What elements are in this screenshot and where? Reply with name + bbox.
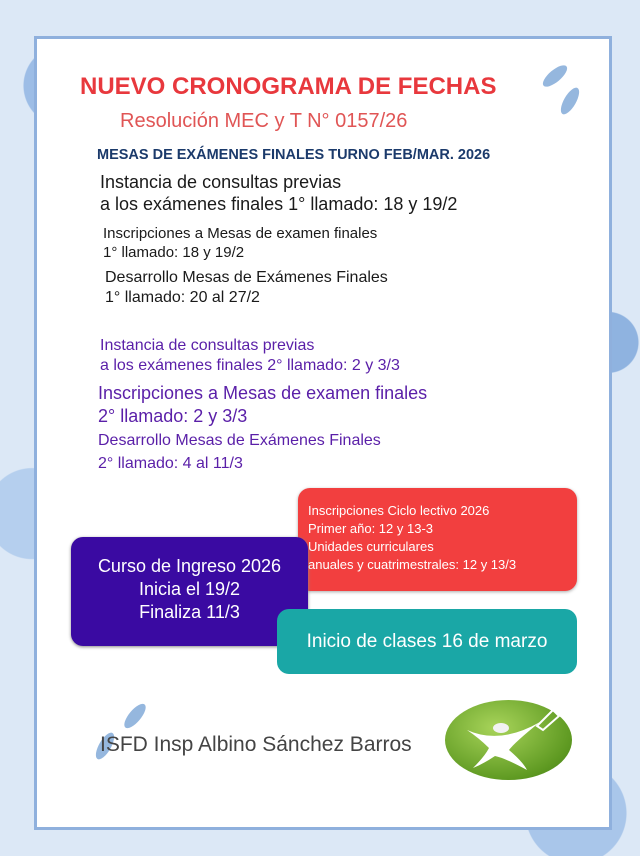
second-consultas-line2: a los exámenes finales 2° llamado: 2 y 3/3 <box>100 357 400 374</box>
second-inscripciones-line1: Inscripciones a Mesas de examen finales <box>98 383 428 403</box>
graduate-figure-icon <box>445 700 572 780</box>
box-line: anuales y cuatrimestrales: 12 y 13/3 <box>308 557 517 572</box>
first-consultas-line1: Instancia de consultas previas <box>100 172 342 192</box>
institution-logo <box>445 700 572 780</box>
first-inscripciones-line2: 1° llamado: 18 y 19/2 <box>103 244 245 261</box>
first-consultas-line2: a los exámenes finales 1° llamado: 18 y 19/2 <box>100 194 458 214</box>
inscripciones-ciclo-box <box>298 488 577 591</box>
first-desarrollo-line1: Desarrollo Mesas de Exámenes Finales <box>105 269 388 286</box>
second-consultas-line1: Instancia de consultas previas <box>100 337 315 354</box>
box-line: Inicia el 19/2 <box>138 579 241 599</box>
title: NUEVO CRONOGRAMA DE FECHAS <box>80 73 497 100</box>
box-line: Unidades curriculares <box>308 539 434 554</box>
curso-ingreso-box <box>71 537 308 646</box>
second-desarrollo-line1: Desarrollo Mesas de Exámenes Finales <box>98 432 381 449</box>
box-line: Curso de Ingreso 2026 <box>97 556 282 576</box>
inicio-clases-text: Inicio de clases 16 de marzo <box>306 631 548 652</box>
second-desarrollo-line2: 2° llamado: 4 al 11/3 <box>98 455 243 472</box>
first-desarrollo-line2: 1° llamado: 20 al 27/2 <box>105 289 260 306</box>
box-line: Inscripciones Ciclo lectivo 2026 <box>308 503 490 518</box>
first-inscripciones-line1: Inscripciones a Mesas de examen finales <box>103 225 378 242</box>
box-line: Finaliza 11/3 <box>139 602 240 622</box>
inicio-clases-box <box>277 609 577 674</box>
institution-name: ISFD Insp Albino Sánchez Barros <box>100 733 412 756</box>
second-inscripciones-line2: 2° llamado: 2 y 3/3 <box>98 406 248 426</box>
section-heading: MESAS DE EXÁMENES FINALES TURNO FEB/MAR. 2026 <box>97 147 491 163</box>
subtitle: Resolución MEC y T N° 0157/26 <box>120 110 408 132</box>
box-line: Primer año: 12 y 13-3 <box>308 521 434 536</box>
